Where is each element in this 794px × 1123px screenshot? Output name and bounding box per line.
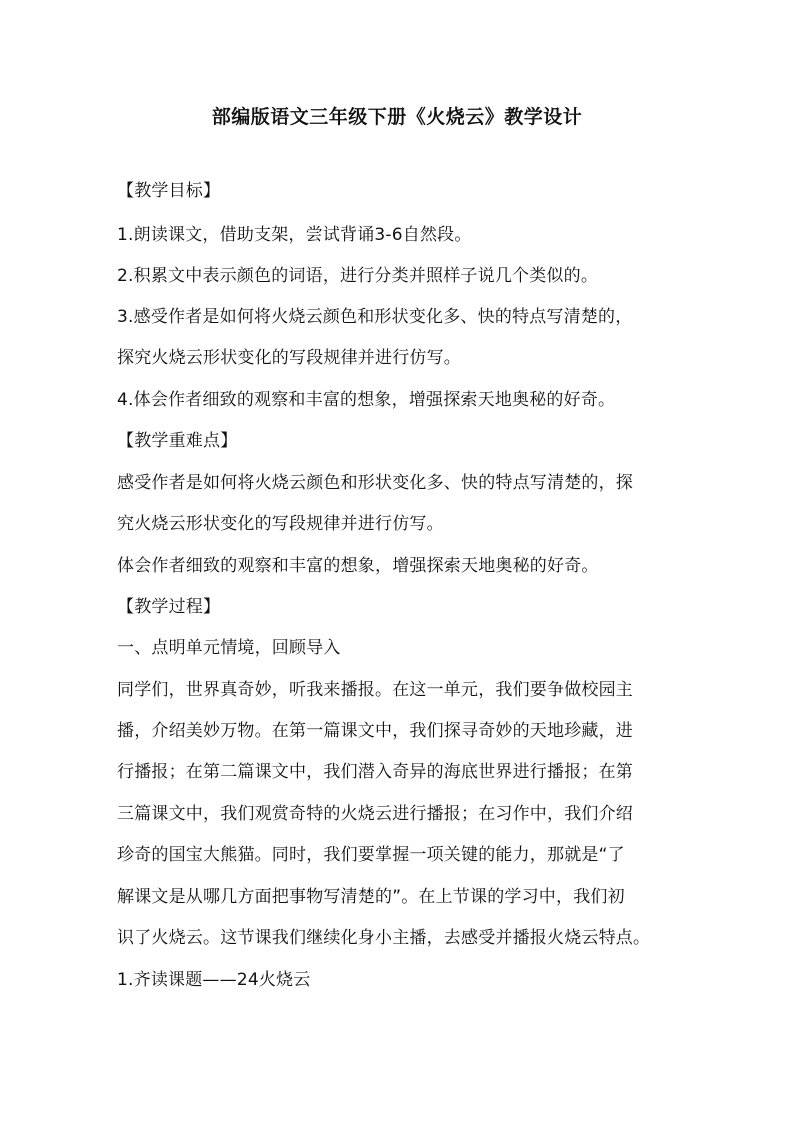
paragraph-line: 三篇课文中，我们观赏奇特的火烧云进行播报；在习作中，我们介绍 — [117, 804, 633, 824]
objective-3-line-1: 3.感受作者是如何将火烧云颜色和形状变化多、快的特点写清楚的， — [117, 307, 633, 327]
paragraph-line: 行播报；在第二篇课文中，我们潜入奇异的海底世界进行播报；在第 — [117, 762, 633, 782]
section-heading-process: 【教学过程】 — [117, 597, 221, 617]
paragraph-line: 解课文是从哪几方面把事物写清楚的”。在上节课的学习中，我们初 — [117, 887, 625, 907]
paragraph-line: 同学们，世界真奇妙，听我来播报。在这一单元，我们要争做校园主 — [117, 680, 633, 700]
paragraph-line: 播，介绍美妙万物。在第一篇课文中，我们探寻奇妙的天地珍藏，进 — [117, 721, 633, 741]
objective-3-line-2: 探究火烧云形状变化的写段规律并进行仿写。 — [117, 348, 461, 368]
process-substep-1: 1.齐读课题——24火烧云 — [117, 970, 311, 990]
process-step-1-heading: 一、点明单元情境，回顾导入 — [117, 638, 341, 658]
section-heading-objectives: 【教学目标】 — [117, 181, 221, 201]
section-heading-key-points: 【教学重难点】 — [117, 431, 238, 451]
key-point-1-line-1: 感受作者是如何将火烧云颜色和形状变化多、快的特点写清楚的，探 — [117, 473, 633, 493]
paragraph-line: 识了火烧云。这节课我们继续化身小主播，去感受并播报火烧云特点。 — [117, 928, 651, 948]
document-title: 部编版语文三年级下册《火烧云》教学设计 — [211, 106, 583, 128]
key-point-2: 体会作者细致的观察和丰富的想象，增强探索天地奥秘的好奇。 — [117, 556, 599, 576]
objective-4: 4.体会作者细致的观察和丰富的想象，增强探索天地奥秘的好奇。 — [117, 390, 616, 410]
objective-1: 1.朗读课文，借助支架，尝试背诵3-6自然段。 — [117, 225, 472, 245]
paragraph-line: 珍奇的国宝大熊猫。同时，我们要掌握一项关键的能力，那就是“了 — [117, 845, 625, 865]
objective-2: 2.积累文中表示颜色的词语，进行分类并照样子说几个类似的。 — [117, 266, 599, 286]
key-point-1-line-2: 究火烧云形状变化的写段规律并进行仿写。 — [117, 514, 444, 534]
